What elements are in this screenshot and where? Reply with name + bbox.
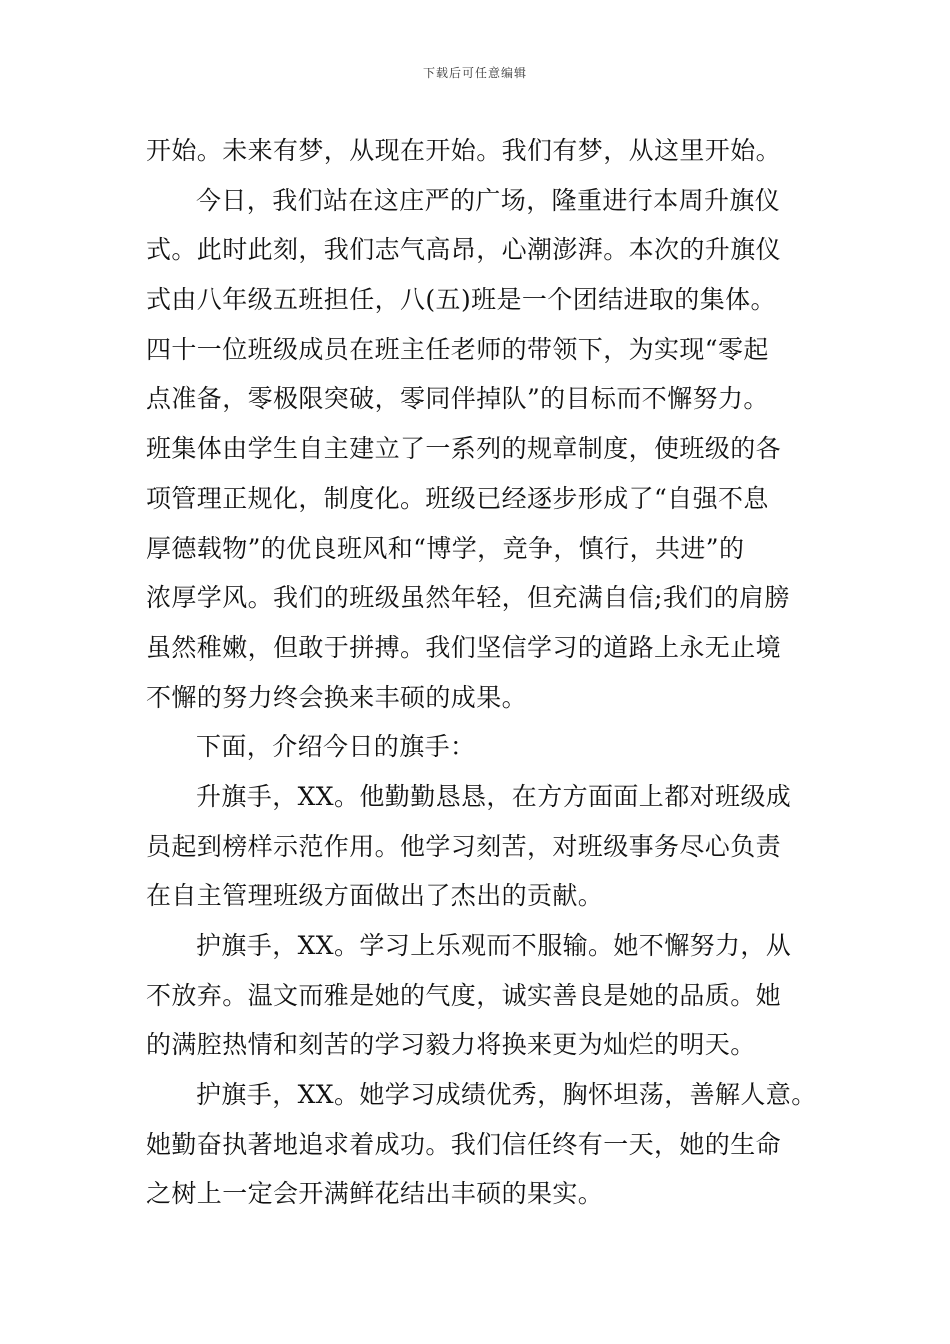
text-line: 在自主管理班级方面做出了杰出的贡献。 <box>146 881 604 911</box>
text-line: 式由八年级五班担任，八(五)班是一个团结进取的集体。 <box>146 285 776 315</box>
text-line: 开始。未来有梦，从现在开始。我们有梦，从这里开始。 <box>146 136 782 165</box>
text-line: 护旗手，XX。学习上乐观而不服输。她不懈努力，从 <box>196 931 792 960</box>
text-line: 之树上一定会开满鲜花结出丰硕的果实。 <box>146 1179 604 1209</box>
text-line: 护旗手，XX。她学习成绩优秀，胸怀坦荡，善解人意。 <box>196 1080 817 1110</box>
text-line: 她勤奋执著地追求着成功。我们信任终有一天，她的生命 <box>146 1129 782 1159</box>
text-line: 点准备，零极限突破，零同伴掉队”的目标而不懈努力。 <box>146 384 769 414</box>
text-line: 虽然稚嫩，但敢于拼搏。我们坚信学习的道路上永无止境 <box>146 632 782 662</box>
text-line: 员起到榜样示范作用。他学习刻苦，对班级事务尽心负责 <box>146 831 782 861</box>
text-line: 的满腔热情和刻苦的学习毅力将换来更为灿烂的明天。 <box>146 1030 756 1060</box>
text-line: 下面，介绍今日的旗手： <box>196 732 476 762</box>
text-line: 不懈的努力终会换来丰硕的成果。 <box>146 682 528 712</box>
text-line: 不放弃。温文而雅是她的气度，诚实善良是她的品质。她 <box>146 980 782 1010</box>
text-line: 项管理正规化，制度化。班级已经逐步形成了“自强不息 <box>146 483 769 513</box>
text-line: 四十一位班级成员在班主任老师的带领下，为实现“零起 <box>146 334 769 364</box>
text-line: 厚德载物”的优良班风和“博学，竞争，慎行，共进”的 <box>146 533 745 563</box>
text-line: 班集体由学生自主建立了一系列的规章制度，使班级的各 <box>146 434 782 464</box>
text-line: 升旗手，XX。他勤勤恳恳，在方方面面上都对班级成 <box>196 781 792 811</box>
text-line: 式。此时此刻，我们志气高昂，心潮澎湃。本次的升旗仪 <box>146 235 782 265</box>
document-body <box>146 126 836 1219</box>
text-line: 浓厚学风。我们的班级虽然年轻，但充满自信;我们的肩膀 <box>146 583 790 613</box>
text-line: 今日，我们站在这庄严的广场，隆重进行本周升旗仪 <box>196 185 781 215</box>
page-header: 下载后可任意编辑 <box>422 66 527 80</box>
